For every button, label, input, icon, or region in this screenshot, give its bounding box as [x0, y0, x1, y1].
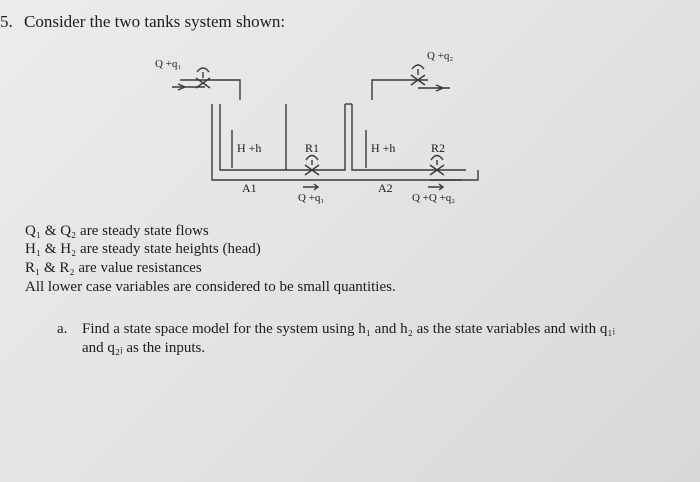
inflow-2-label: Q +q₂: [427, 50, 454, 62]
inlet-valve-2-icon: [411, 65, 425, 85]
outflow-2-label: Q +Q +q₂: [412, 192, 456, 204]
definition-steady-flows: Q₁ & Q₂ are steady state flows: [25, 223, 209, 239]
valve-r2-icon: [430, 156, 444, 176]
inflow-1-label: Q +q₁: [155, 58, 182, 70]
definition-steady-heights: H₁ & H₂ are steady state heights (head): [25, 241, 261, 257]
area-1-label: A1: [242, 181, 257, 195]
inlet-pipe-1: [180, 80, 240, 100]
question-title: Consider the two tanks system shown:: [24, 12, 286, 31]
tank-1-height-label: H +h: [237, 141, 262, 155]
arrow-r1: [303, 184, 318, 190]
part-a-letter: a.: [57, 321, 68, 337]
tank-2-height-label: H +h: [371, 141, 396, 155]
valve-r1-icon: [305, 156, 319, 176]
definition-resistances: R₁ & R₂ are value resistances: [25, 260, 202, 276]
inlet-valve-1-icon: [196, 68, 210, 88]
inlet-pipe-2: [372, 80, 428, 100]
part-a-text-line1: Find a state space model for the system using h₁ and h₂ as the state variables and with q₁ᵢ: [82, 321, 616, 337]
definition-small-quantities: All lower case variables are considered to be small quantities.: [25, 279, 396, 295]
area-2-label: A2: [378, 181, 393, 195]
resistance-2-label: R2: [431, 141, 446, 155]
outflow-1-label: Q +q₁: [298, 192, 325, 204]
arrow-r2: [428, 184, 443, 190]
resistance-1-label: R1: [305, 141, 320, 155]
tank-2-outline: [296, 170, 478, 180]
question-number: 5.: [0, 12, 13, 31]
part-a-text-line2: and q₂ᵢ as the inputs.: [82, 340, 206, 356]
